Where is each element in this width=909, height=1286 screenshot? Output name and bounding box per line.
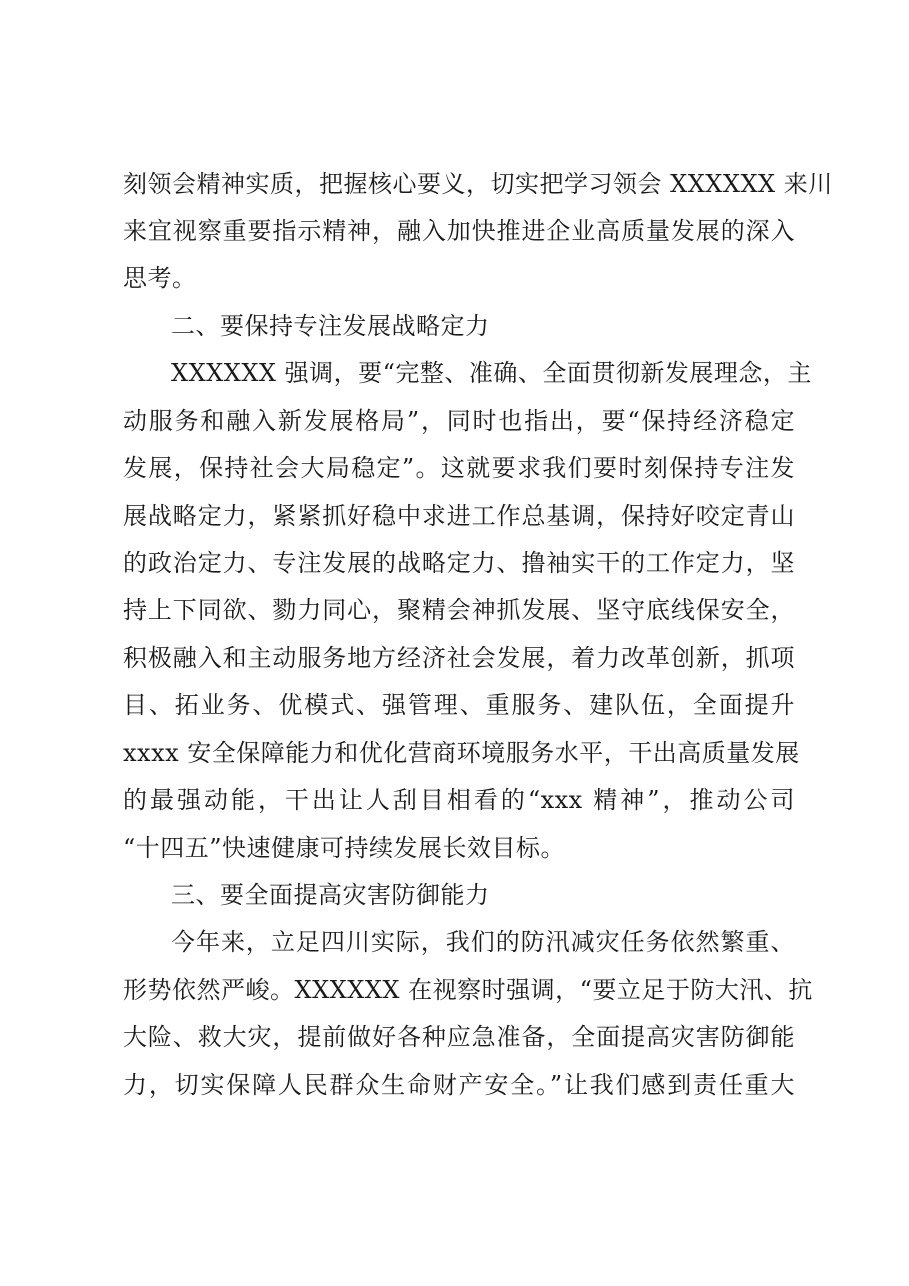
section-heading: 三、要全面提高灾害防御能力 bbox=[171, 881, 490, 909]
body-text-line: xxxx 安全保障能力和优化营商环境服务水平，干出高质量发展 bbox=[123, 739, 800, 767]
body-text-line: 今年来，立足四川实际，我们的防汛减灾任务依然繁重、 bbox=[171, 928, 795, 956]
body-text-line: 刻领会精神实质，把握核心要义，切实把学习领会 XXXXXX 来川 bbox=[123, 170, 833, 198]
body-text-line: 展战略定力，紧紧抓好稳中求进工作总基调，保持好咬定青山 bbox=[123, 502, 795, 530]
body-text-line: XXXXXX 强调，要“完整、准确、全面贯彻新发展理念，主 bbox=[171, 359, 812, 387]
body-text-line: 持上下同欲、勠力同心，聚精会神抓发展、坚守底线保安全， bbox=[123, 596, 795, 624]
section-heading: 二、要保持专注发展战略定力 bbox=[171, 312, 490, 340]
body-text-line: 的最强动能，干出让人刮目相看的“xxx 精神”，推动公司 bbox=[123, 786, 795, 814]
body-text-line: “十四五”快速健康可持续发展长效目标。 bbox=[123, 834, 566, 862]
body-text-line: 形势依然严峻。XXXXXX 在视察时强调，“要立足于防大汛、抗 bbox=[123, 976, 813, 1004]
body-text-line: 力，切实保障人民群众生命财产安全。”让我们感到责任重大 bbox=[123, 1071, 795, 1099]
body-text-line: 动服务和融入新发展格局”，同时也指出，要“保持经济稳定 bbox=[123, 407, 795, 435]
body-text-line: 目、拓业务、优模式、强管理、重服务、建队伍，全面提升 bbox=[123, 691, 795, 719]
body-text-line: 发展，保持社会大局稳定”。这就要求我们要时刻保持专注发 bbox=[123, 454, 795, 482]
body-text-line: 积极融入和主动服务地方经济社会发展，着力改革创新，抓项 bbox=[123, 644, 795, 672]
body-text-line: 思考。 bbox=[123, 264, 197, 292]
body-text-line: 来宜视察重要指示精神，融入加快推进企业高质量发展的深入 bbox=[123, 217, 795, 245]
body-text-line: 的政治定力、专注发展的战略定力、撸袖实干的工作定力，坚 bbox=[123, 549, 795, 577]
body-text-line: 大险、救大灾，提前做好各种应急准备，全面提高灾害防御能 bbox=[123, 1023, 795, 1051]
